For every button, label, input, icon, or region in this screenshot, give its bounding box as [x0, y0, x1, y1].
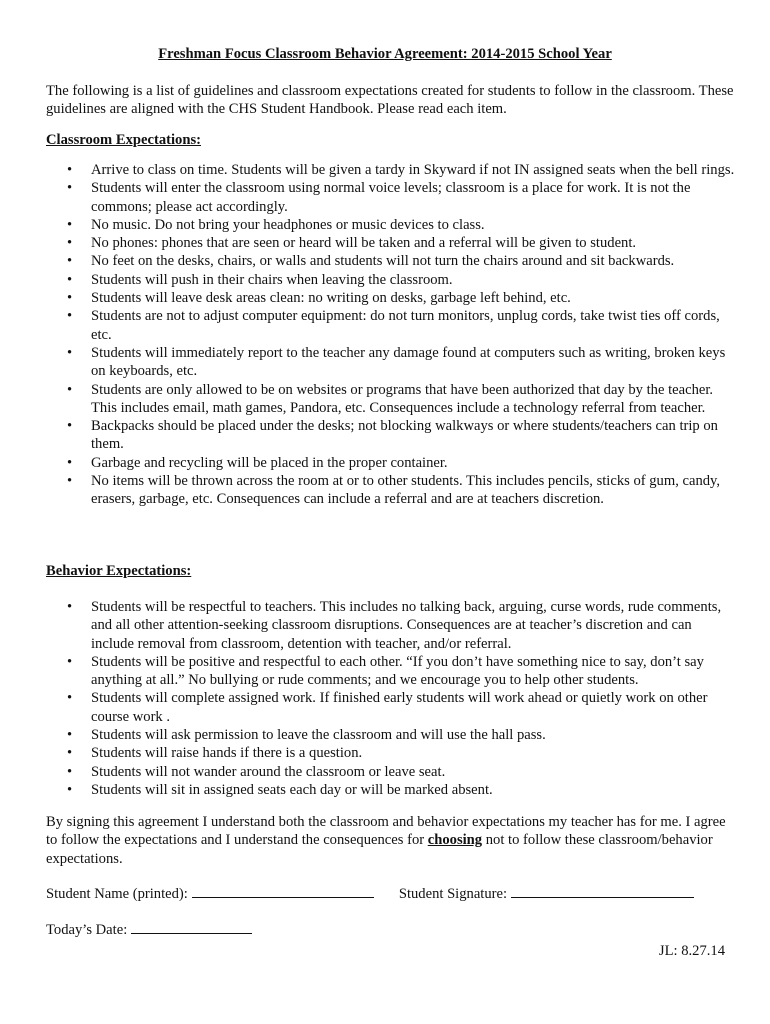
list-item: • Students will be respectful to teachers. This includes no talking back, arguing, curse words, rude comments, and all other attention-seeking classroom disruptions. Consequences are at teacher’s discretion and can include removal from classroom, detention with teacher, and/or referral. [46, 598, 736, 653]
list-item: • Students are not to adjust computer equipment: do not turn monitors, unplug cords, take twist ties off cords, etc. [46, 307, 736, 344]
behavior-expectations-list [46, 598, 736, 799]
list-item: • No phones: phones that are seen or heard will be taken and a referral will be given to student. [46, 234, 736, 252]
list-item: • Students will sit in assigned seats each day or will be marked absent. [46, 781, 736, 799]
list-item: • Students will not wander around the classroom or leave seat. [46, 763, 736, 781]
list-item: • Backpacks should be placed under the desks; not blocking walkways or where students/teachers can trip on them. [46, 417, 736, 454]
signature-row [46, 884, 694, 903]
agreement-text-end: not to follow these classroom/behavior expectations. [46, 832, 713, 867]
list-item: • Students will immediately report to the teacher any damage found at computers such as writing, broken keys on keyboards, etc. [46, 344, 736, 381]
intro-paragraph: The following is a list of guidelines and classroom expectations created for students to follow in the classroom. These guidelines are aligned with the CHS Student Handbook. Please read each item. [46, 83, 734, 118]
student-name-label: Student Name (printed): [46, 886, 188, 902]
document-title: Freshman Focus Classroom Behavior Agreement: 2014-2015 School Year [158, 46, 612, 62]
list-item: • Students will leave desk areas clean: no writing on desks, garbage left behind, etc. [46, 289, 736, 307]
agreement-statement [46, 813, 736, 868]
date-row [46, 920, 252, 939]
revision-note: JL: 8.27.14 [658, 943, 725, 959]
list-item: • No music. Do not bring your headphones or music devices to class. [46, 216, 736, 234]
list-item: • Students will enter the classroom using normal voice levels; classroom is a place for work. It is not the commons; please act accordingly. [46, 179, 736, 216]
list-item: • Students will complete assigned work. If finished early students will work ahead or quietly work on other course work . [46, 689, 736, 726]
agreement-emphasis: choosing [427, 832, 483, 849]
classroom-expectations-list [46, 161, 736, 509]
list-item: • Students will be positive and respectful to each other. “If you don’t have something nice to say, don’t say anything at all.” No bullying or rude comments; and we encourage you to help other students. [46, 653, 736, 690]
list-item: • Garbage and recycling will be placed in the proper container. [46, 454, 736, 472]
list-item: • No items will be thrown across the room at or to other students. This includes pencils, sticks of gum, candy, erasers, garbage, etc. Consequences can include a referral and are at teachers discretion. [46, 472, 736, 509]
date-field[interactable] [131, 920, 252, 934]
student-signature-field[interactable] [511, 884, 694, 898]
behavior-expectations-heading: Behavior Expectations: [46, 563, 192, 579]
list-item: • Arrive to class on time. Students will be given a tardy in Skyward if not IN assigned seats when the bell rings. [46, 161, 736, 179]
list-item: • Students are only allowed to be on websites or programs that have been authorized that day by the teacher. This includes email, math games, Pandora, etc. Consequences include a technology referral from teacher. [46, 381, 736, 418]
agreement-text-start: By signing this agreement I understand both the classroom and behavior expectations my teacher has for me. I agree to follow the expectations and I understand the consequences for [46, 814, 726, 849]
student-name-field[interactable] [192, 884, 374, 898]
student-signature-label: Student Signature: [398, 886, 508, 902]
list-item: • Students will raise hands if there is a question. [46, 744, 736, 762]
list-item: • No feet on the desks, chairs, or walls and students will not turn the chairs around and sit backwards. [46, 252, 736, 270]
list-item: • Students will push in their chairs when leaving the classroom. [46, 271, 736, 289]
date-label: Today’s Date: [46, 922, 128, 938]
classroom-expectations-heading: Classroom Expectations: [46, 132, 201, 148]
list-item: • Students will ask permission to leave the classroom and will use the hall pass. [46, 726, 736, 744]
